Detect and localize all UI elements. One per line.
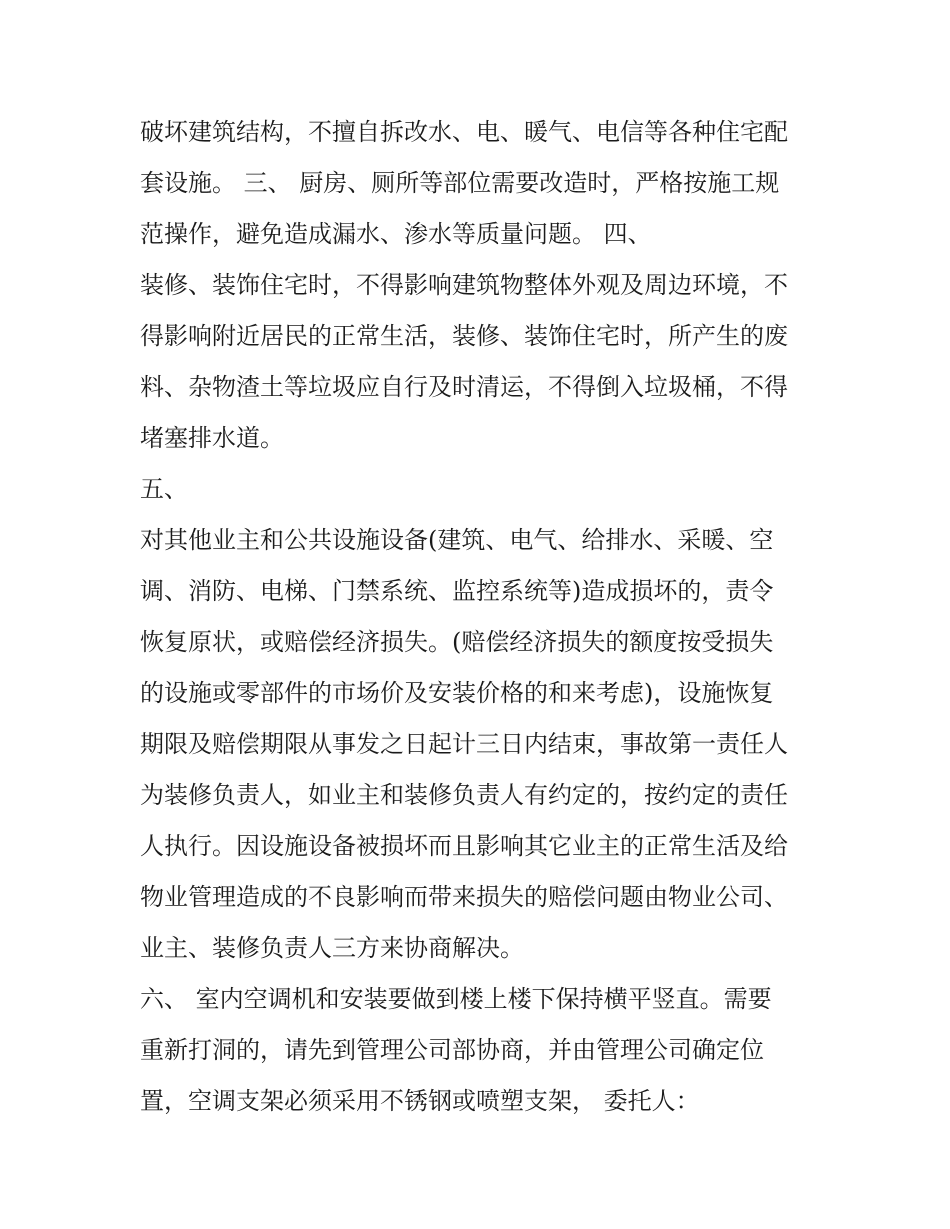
text-line: 业主、装修负责人三方来协商解决。 — [140, 934, 524, 962]
text-line: 六、 室内空调机和安装要做到楼上楼下保持横平竖直。需要 — [140, 985, 772, 1013]
text-line: 料、杂物渣土等垃圾应自行及时清运，不得倒入垃圾桶，不得 — [140, 373, 788, 401]
text-line: 恢复原状，或赔偿经济损失。(赔偿经济损失的额度按受损失 — [140, 628, 774, 656]
text-line: 调、消防、电梯、门禁系统、监控系统等)造成损坏的，责令 — [140, 577, 774, 605]
section-heading: 五、 — [140, 475, 188, 503]
text-line: 装修、装饰住宅时，不得影响建筑物整体外观及周边环境，不 — [140, 271, 788, 299]
text-line: 的设施或零部件的市场价及安装价格的和来考虑)，设施恢复 — [140, 679, 774, 707]
text-line: 得影响附近居民的正常生活，装修、装饰住宅时，所产生的废 — [140, 322, 788, 350]
text-line: 破坏建筑结构，不擅自拆改水、电、暖气、电信等各种住宅配 — [140, 118, 788, 146]
text-line: 为装修负责人，如业主和装修负责人有约定的，按约定的责任 — [140, 781, 788, 809]
text-line: 对其他业主和公共设施设备(建筑、电气、给排水、采暖、空 — [140, 526, 774, 554]
document-body — [140, 107, 820, 1127]
text-line: 期限及赔偿期限从事发之日起计三日内结束，事故第一责任人 — [140, 730, 788, 758]
text-line: 物业管理造成的不良影响而带来损失的赔偿问题由物业公司、 — [140, 883, 788, 911]
text-line: 重新打洞的，请先到管理公司部协商，并由管理公司确定位 — [140, 1036, 764, 1064]
text-line: 范操作，避免造成漏水、渗水等质量问题。 四、 — [140, 220, 652, 248]
text-line: 置，空调支架必须采用不锈钢或喷塑支架， 委托人： — [140, 1087, 700, 1115]
text-line: 套设施。 三、 厨房、厕所等部位需要改造时，严格按施工规 — [140, 169, 780, 197]
text-line: 堵塞排水道。 — [140, 424, 284, 452]
text-line: 人执行。因设施设备被损坏而且影响其它业主的正常生活及给 — [140, 832, 788, 860]
